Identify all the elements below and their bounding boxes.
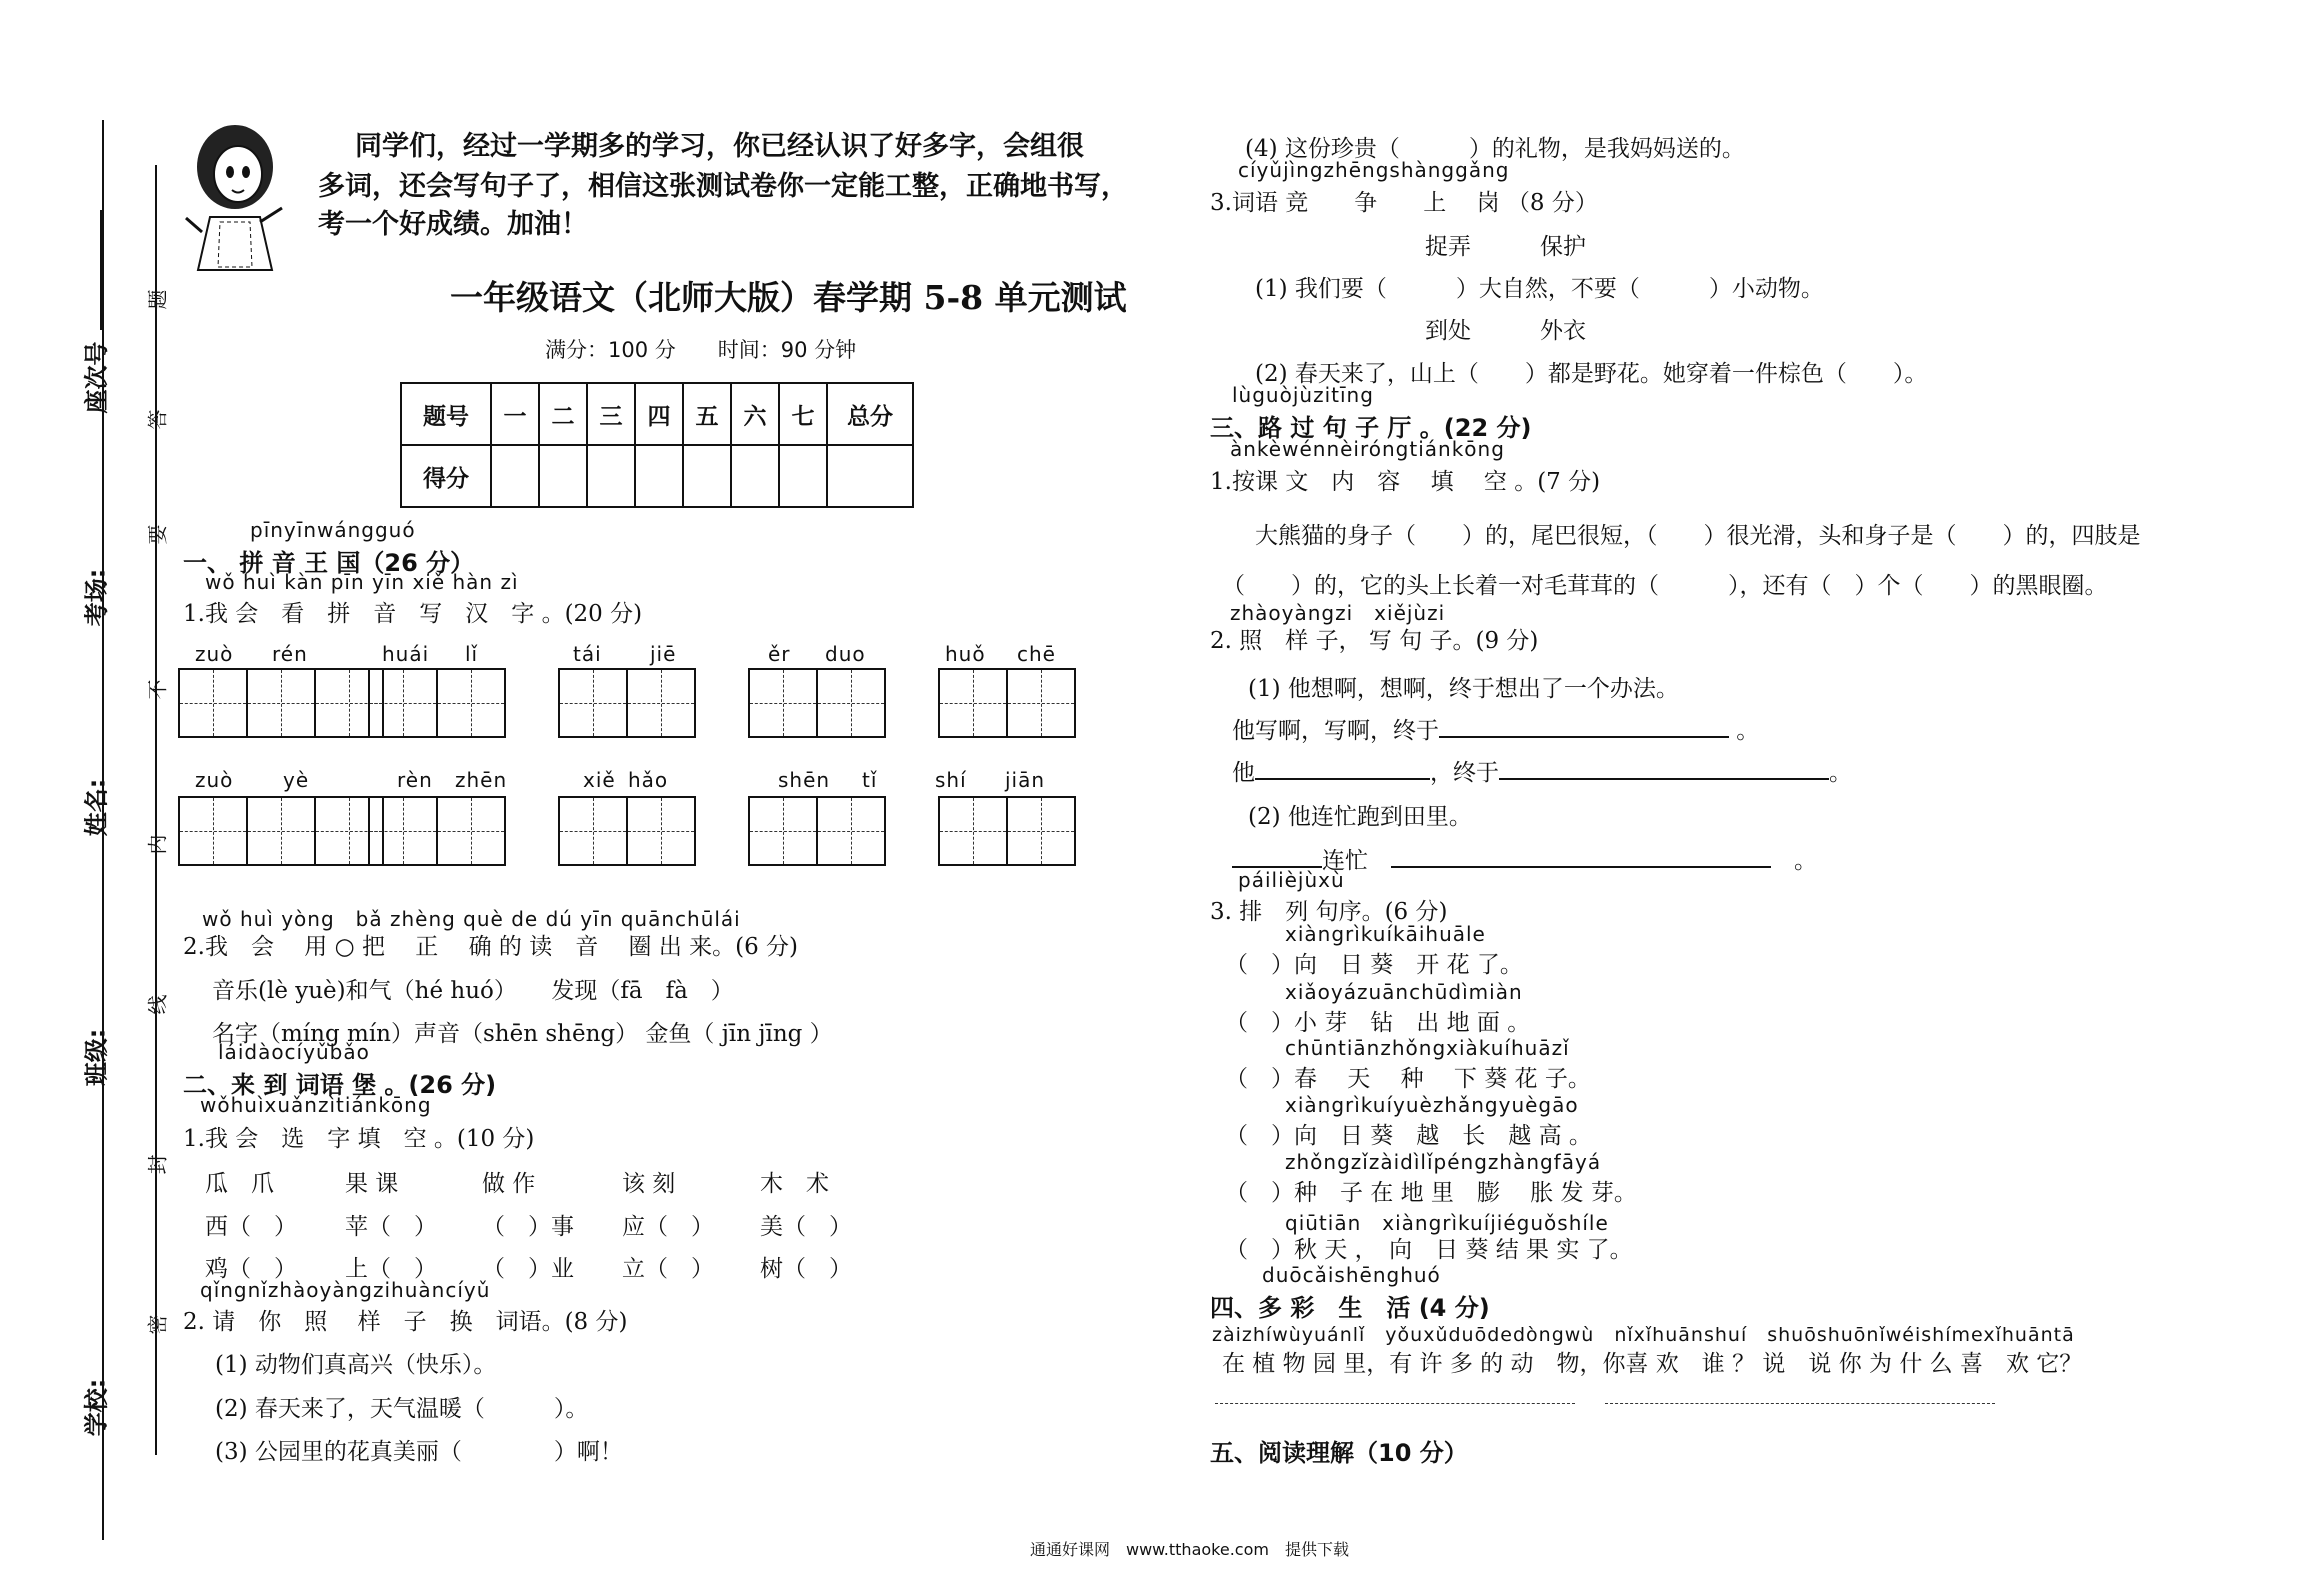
margin-char-1: 题 (145, 289, 170, 310)
s2-q2-pinyin: qǐngnǐzhàoyàngzihuàncíyǔ (200, 1278, 491, 1302)
s4-q-pinyin: zàizhíwùyuánlǐ yǒuxǔduōdedòngwù nǐxǐhuānshuí shuōshuōnǐwéishímexǐhuāntā (1212, 1324, 2075, 1346)
margin-char-3: 要 (145, 524, 170, 545)
tianzi-grid[interactable] (938, 668, 1074, 738)
label-seat: 座次号 (82, 341, 111, 414)
score-header-cell: 六 (731, 383, 779, 445)
word-choice: 木 术 (760, 1171, 829, 1197)
s3-heading: 三、路 过 句 子 厅 。(22 分) (1210, 414, 1532, 442)
s2-q1: 1.我 会 选 字 填 空 。(10 分) (183, 1126, 535, 1152)
margin-char-7: 封 (145, 1154, 170, 1175)
score-cell[interactable] (635, 445, 683, 507)
grid-pinyin: zhēn (455, 768, 508, 792)
seat-line (100, 210, 102, 330)
word-choice: 做 作 (482, 1171, 536, 1197)
s3-q2-1b-text: 他 (1232, 760, 1255, 786)
answer-dash-line[interactable] (1215, 1403, 1575, 1404)
r-q3-1: (1) 我们要（ ）大自然，不要（ ）小动物。 (1255, 276, 1824, 302)
order-item[interactable]: （ ）小 芽 钻 出 地 面 。 (1225, 1010, 1531, 1036)
fill-blank[interactable]: 鸡（ ） (205, 1256, 297, 1282)
answer-line[interactable] (1255, 756, 1430, 780)
score-table (400, 382, 914, 508)
score-cell[interactable] (683, 445, 731, 507)
order-pinyin: xiàngrìkuíkāihuāle (1285, 922, 1486, 946)
s5-heading: 五、阅读理解（10 分） (1210, 1439, 1468, 1467)
grid-pinyin: duo (825, 642, 866, 666)
r-q3-2: (2) 春天来了，山上（ ）都是野花。她穿着一件棕色（ ）。 (1255, 361, 1928, 387)
margin-char-5: 内 (145, 834, 170, 855)
s3-q2-1a: 他写啊，写啊，终于 。 (1232, 712, 1759, 745)
grid-pinyin: xiě (583, 768, 616, 792)
word-choice: 该 刻 (622, 1171, 676, 1197)
s2-q2-item: (1) 动物们真高兴（快乐）。 (215, 1352, 497, 1378)
s1-heading: 一、 拼 音 王 国（26 分） (183, 549, 475, 577)
grid-pinyin: ěr (768, 642, 791, 666)
s3-q2: 2. 照 样 子， 写 句 子。(9 分) (1210, 628, 1539, 654)
answer-line[interactable] (1391, 844, 1771, 868)
score-cell[interactable] (491, 445, 539, 507)
grid-pinyin: shí (935, 768, 967, 792)
score-table-score-row (401, 445, 913, 507)
order-pinyin: chūntiānzhǒngxiàkuíhuāzǐ (1285, 1036, 1570, 1060)
fill-blank[interactable]: 应（ ） (622, 1214, 714, 1240)
fill-blank[interactable]: 树（ ） (760, 1256, 852, 1282)
score-header-cell: 七 (779, 383, 827, 445)
s3-q3-pinyin: páilièjùxù (1238, 868, 1345, 892)
score-cell[interactable] (731, 445, 779, 507)
fill-blank[interactable]: 立（ ） (622, 1256, 714, 1282)
fill-blank[interactable]: 西（ ） (205, 1214, 297, 1240)
tianzi-grid[interactable] (558, 668, 694, 738)
tianzi-grid[interactable] (178, 796, 382, 866)
s4-heading: 四、多 彩 生 活 (4 分) (1210, 1294, 1490, 1322)
grid-pinyin: lǐ (465, 642, 479, 666)
answer-line[interactable] (1499, 756, 1829, 780)
word-choice: 果 课 (345, 1171, 399, 1197)
grid-pinyin: tái (573, 642, 602, 666)
label-class: 班级: (82, 1028, 111, 1087)
footer: 通通好课网 www.tthaoke.com 提供下载 (1030, 1540, 1349, 1559)
grid-pinyin: rén (272, 642, 308, 666)
page-subtitle: 满分：100 分 时间：90 分钟 (545, 338, 857, 362)
score-cell[interactable] (539, 445, 587, 507)
tianzi-grid[interactable] (938, 796, 1074, 866)
s2-pinyin: láidàocíyǔbǎo (218, 1040, 370, 1064)
score-cell[interactable] (827, 445, 913, 507)
s4-q: 在 植 物 园 里，有 许 多 的 动 物，你喜 欢 谁 ？ 说 说 你 为 什 么 喜 欢 它？ (1222, 1351, 2083, 1377)
s3-q1: 1.按课 文 内 容 填 空 。(7 分) (1210, 469, 1601, 495)
answer-line[interactable] (1232, 844, 1322, 868)
intro-line-2: 多词，还会写句子了，相信这张测试卷你一定能工整，正确地书写， (318, 171, 1128, 202)
s2-q2: 2. 请 你 照 样 子 换 词语。(8 分) (183, 1309, 628, 1335)
r-pair-2: 到处 外衣 (1425, 318, 1586, 344)
r-q3: 3.词语 竞 争 上 岗 （8 分） (1210, 190, 1598, 216)
tianzi-grid[interactable] (748, 668, 884, 738)
s1-q1: 1.我 会 看 拼 音 写 汉 字 。(20 分) (183, 601, 643, 627)
s2-q1-pinyin: wǒhuìxuǎnzìtiánkōng (200, 1093, 432, 1117)
r-q4: (4) 这份珍贵（ ）的礼物，是我妈妈送的。 (1245, 136, 1745, 162)
order-pinyin: qiūtiān xiàngrìkuíjiéguǒshíle (1285, 1211, 1609, 1235)
s2-heading: 二、来 到 词语 堡 。(26 分) (183, 1071, 497, 1099)
s3-q2-2a: 连忙 。 (1232, 842, 1817, 875)
answer-line[interactable] (1439, 714, 1729, 738)
s3-q2-pinyin: zhàoyàngzi xiějùzi (1230, 601, 1446, 625)
s3-q2-1: (1) 他想啊，想啊，终于想出了一个办法。 (1248, 676, 1679, 702)
score-header-cell: 五 (683, 383, 731, 445)
fill-blank[interactable]: （ ）事 (482, 1214, 574, 1240)
intro-line-1: 同学们，经过一学期多的学习，你已经认识了好多字，会组很 (355, 131, 1084, 162)
s1-q2-line2: 名字（míng mín）声音（shēn shēng） 金鱼（ jīn jīng ） (212, 1021, 833, 1047)
score-cell[interactable] (587, 445, 635, 507)
word-choice: 瓜 爪 (205, 1171, 274, 1197)
s3-q2-2: (2) 他连忙跑到田里。 (1248, 804, 1472, 830)
s3-q2-1b: 他 ，终于 。 (1232, 754, 1852, 787)
score-header-cell: 三 (587, 383, 635, 445)
s1-q1-pinyin: wǒ huì kàn pīn yīn xiě hàn zì (205, 570, 519, 594)
label-name: 姓名: (82, 778, 111, 837)
s3-q3: 3. 排 列 句序。(6 分) (1210, 899, 1448, 925)
s3-q2-1a-text: 他写啊，写啊，终于 (1232, 718, 1439, 744)
fill-blank[interactable]: 苹（ ） (345, 1214, 437, 1240)
grid-pinyin: huǒ (945, 642, 986, 666)
order-pinyin: xiǎoyázuānchūdìmiàn (1285, 980, 1523, 1004)
s1-pinyin: pīnyīnwángguó (250, 518, 416, 542)
label-school: 学校: (82, 1378, 111, 1437)
binding-line-right (155, 165, 157, 1455)
score-header-cell: 二 (539, 383, 587, 445)
order-item[interactable]: （ ）秋 天 ， 向 日 葵 结 果 实 了。 (1225, 1237, 1633, 1263)
s3-pinyin: lùguòjùzitīng (1232, 383, 1374, 407)
grid-pinyin: rèn (397, 768, 433, 792)
order-pinyin: zhǒngzǐzàidìlǐpéngzhàngfāyá (1285, 1150, 1602, 1174)
margin-char-8: 密 (145, 1314, 170, 1335)
grid-pinyin: shēn (778, 768, 831, 792)
girl-cartoon-icon (180, 122, 290, 272)
grid-pinyin: chē (1017, 642, 1056, 666)
margin-char-6: 线 (145, 994, 170, 1015)
order-item[interactable]: （ ）向 日 葵 越 长 越 高 。 (1225, 1123, 1592, 1149)
s3-q1-pinyin: ànkèwénnèiróngtiánkōng (1230, 437, 1505, 461)
s4-pinyin: duōcǎishēnghuó (1262, 1263, 1441, 1287)
s2-q2-item: (3) 公园里的花真美丽（ ）啊！ (215, 1439, 623, 1465)
s3-q2-2a-text: 连忙 (1322, 848, 1368, 874)
grid-pinyin: jiān (1005, 768, 1046, 792)
grid-pinyin: yè (283, 768, 310, 792)
order-item[interactable]: （ ）向 日 葵 开 花 了。 (1225, 952, 1523, 978)
fill-blank[interactable]: （ ）业 (482, 1256, 574, 1282)
tianzi-grid[interactable] (368, 668, 504, 738)
score-row-label: 得分 (401, 445, 491, 507)
tianzi-grid[interactable] (558, 796, 694, 866)
grid-pinyin: zuò (195, 642, 234, 666)
r-pair-1: 捉弄 保护 (1425, 234, 1586, 260)
s1-q2: 2.我 会 用 ○ 把 正 确 的 读 音 圈 出 来。(6 分) (183, 934, 799, 960)
page-title: 一年级语文（北师大版）春学期 5-8 单元测试 (450, 278, 1127, 317)
s3-fill-1: 大熊猫的身子（ ）的，尾巴很短，（ ）很光滑，头和身子是（ ）的，四肢是 (1255, 523, 2141, 549)
r-q3-pinyin: cíyǔjìngzhēngshànggǎng (1238, 158, 1510, 182)
fill-blank[interactable]: 上（ ） (345, 1256, 437, 1282)
fill-blank[interactable]: 美（ ） (760, 1214, 852, 1240)
order-item[interactable]: （ ）春 天 种 下 葵 花 子。 (1225, 1066, 1591, 1092)
grid-pinyin: huái (382, 642, 430, 666)
order-item[interactable]: （ ）种 子 在 地 里 膨 胀 发 芽。 (1225, 1180, 1637, 1206)
answer-dash-line[interactable] (1605, 1403, 1995, 1404)
margin-char-4: 不 (145, 679, 170, 700)
s1-q2-pinyin: wǒ huì yòng bǎ zhèng què de dú yīn quānchūlái (202, 907, 741, 931)
s1-q2-line1: 音乐(lè yuè)和气（hé huó） 发现（fā fà ） (212, 978, 734, 1004)
grid-pinyin: zuò (195, 768, 234, 792)
tianzi-grid[interactable] (368, 796, 504, 866)
score-header-cell: 题号 (401, 383, 491, 445)
s2-q2-item: (2) 春天来了，天气温暖（ ）。 (215, 1396, 589, 1422)
grid-pinyin: jiē (650, 642, 677, 666)
grid-pinyin: hǎo (628, 768, 669, 792)
tianzi-grid[interactable] (178, 668, 382, 738)
grid-pinyin: tǐ (862, 768, 878, 792)
score-header-cell: 四 (635, 383, 683, 445)
score-cell[interactable] (779, 445, 827, 507)
label-room: 考场: (82, 568, 111, 627)
score-table-header-row (401, 383, 913, 445)
margin-char-2: 答 (145, 409, 170, 430)
s3-q2-1c-text: ，终于 (1430, 760, 1499, 786)
s3-fill-2: （ ）的，它的头上长着一对毛茸茸的（ ），还有（ ）个（ ）的黑眼圈。 (1222, 573, 2108, 599)
intro-line-3: 考一个好成绩。加油！ (318, 209, 588, 240)
order-pinyin: xiàngrìkuíyuèzhǎngyuègāo (1285, 1093, 1579, 1117)
tianzi-grid[interactable] (748, 796, 884, 866)
score-header-cell: 一 (491, 383, 539, 445)
score-header-cell: 总分 (827, 383, 913, 445)
